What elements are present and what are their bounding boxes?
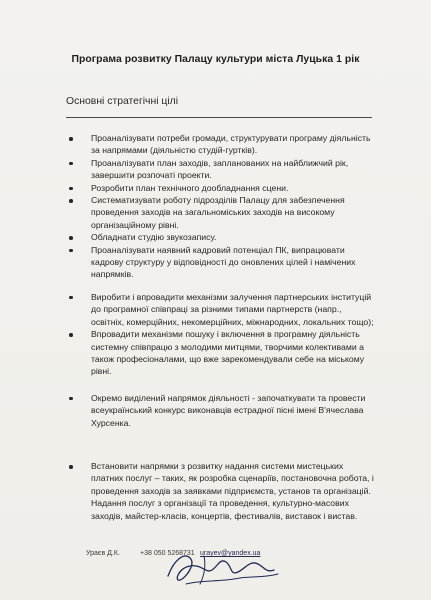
list-item: [60, 194, 376, 231]
bullet-icon: [69, 236, 73, 240]
signature-icon: [160, 540, 290, 590]
list-item: [60, 291, 376, 328]
list-item: [60, 328, 376, 378]
list-item-text: Систематизувати роботу підрозділів Палацу для забезпечення проведення заходів на загальноміських заходів на високому організаційному рівні.: [91, 195, 345, 230]
list-item-text: Розробити план технічного дообладнання сцени.: [91, 182, 289, 193]
bullet-icon: [69, 397, 73, 401]
list-item: [60, 182, 376, 194]
section-heading: Основні стратегічні цілі: [66, 96, 179, 107]
list-item: [60, 231, 376, 243]
bullet-icon: [69, 296, 73, 300]
bullet-icon: [69, 137, 73, 141]
list-item-text: Впровадити механізми пошуку і включення в програмну діяльність системну співпрацю з молодими митцями, творчими колективами а також професіоналами, що вже зарекомендували себе на міському рівні.: [91, 329, 365, 377]
author-email: urayev@yandex.ua: [200, 550, 261, 557]
list-item: [60, 157, 376, 182]
list-item-text: Проаналізувати план заходів, запланованих на найближчий рік, завершити розпочаті проекти.: [91, 157, 349, 181]
divider-line: [66, 117, 372, 118]
document-title: Програма розвитку Палацу культури міста Луцька 1 рік: [71, 54, 360, 65]
author-phone: +38 050 5268731: [140, 550, 195, 557]
bullet-icon: [69, 199, 73, 203]
list-item-text: Обладнати студію звукозапису.: [91, 232, 217, 243]
goals-list: [60, 132, 376, 522]
list-item-text: Проаналізувати потреби громади, структурувати програму діяльність за напрямами (діяльністю студій-гуртків).: [91, 133, 371, 156]
bullet-icon: [69, 187, 73, 191]
list-item: [60, 244, 376, 281]
list-item-text: Окремо виділений напрямок діяльності - започаткувати та провести всеукраїнський конкурс виконавців естрадної пісні імені В'ячеслава Хурсенка.: [91, 392, 366, 428]
list-item-text: Проаналізувати наявний кадровий потенціал ПК, випрацювати кадрову структуру у відповідності до оновлених цілей і намічених напрямків.: [91, 244, 356, 280]
author-name: Ураєв Д.К.: [86, 550, 120, 557]
list-item-text: Встановити напрямки з розвитку надання системи мистецьких платних послуг – таких, як розробка сценаріїв, постановочна робота, і проведення заходів за заявками підприємств, установ та організацій. Надання послуг з організації та проведення, культурно-масових заходів, майстер-класів, концертів, фестивалів, виставок і вистав.: [91, 460, 374, 521]
list-item: [60, 392, 376, 429]
list-item: [60, 132, 376, 157]
list-item-text: Виробити і впровадити механізми залучення партнерських інституцій до програмної співпраці за різними типами партнерств (напр., освітніх, комерційних, некомерційних, міжнародних, локальних тощо);: [91, 291, 374, 327]
bullet-icon: [69, 465, 73, 469]
bullet-icon: [69, 333, 73, 337]
bullet-icon: [69, 162, 73, 166]
list-item: [60, 460, 376, 522]
bullet-icon: [69, 249, 73, 253]
